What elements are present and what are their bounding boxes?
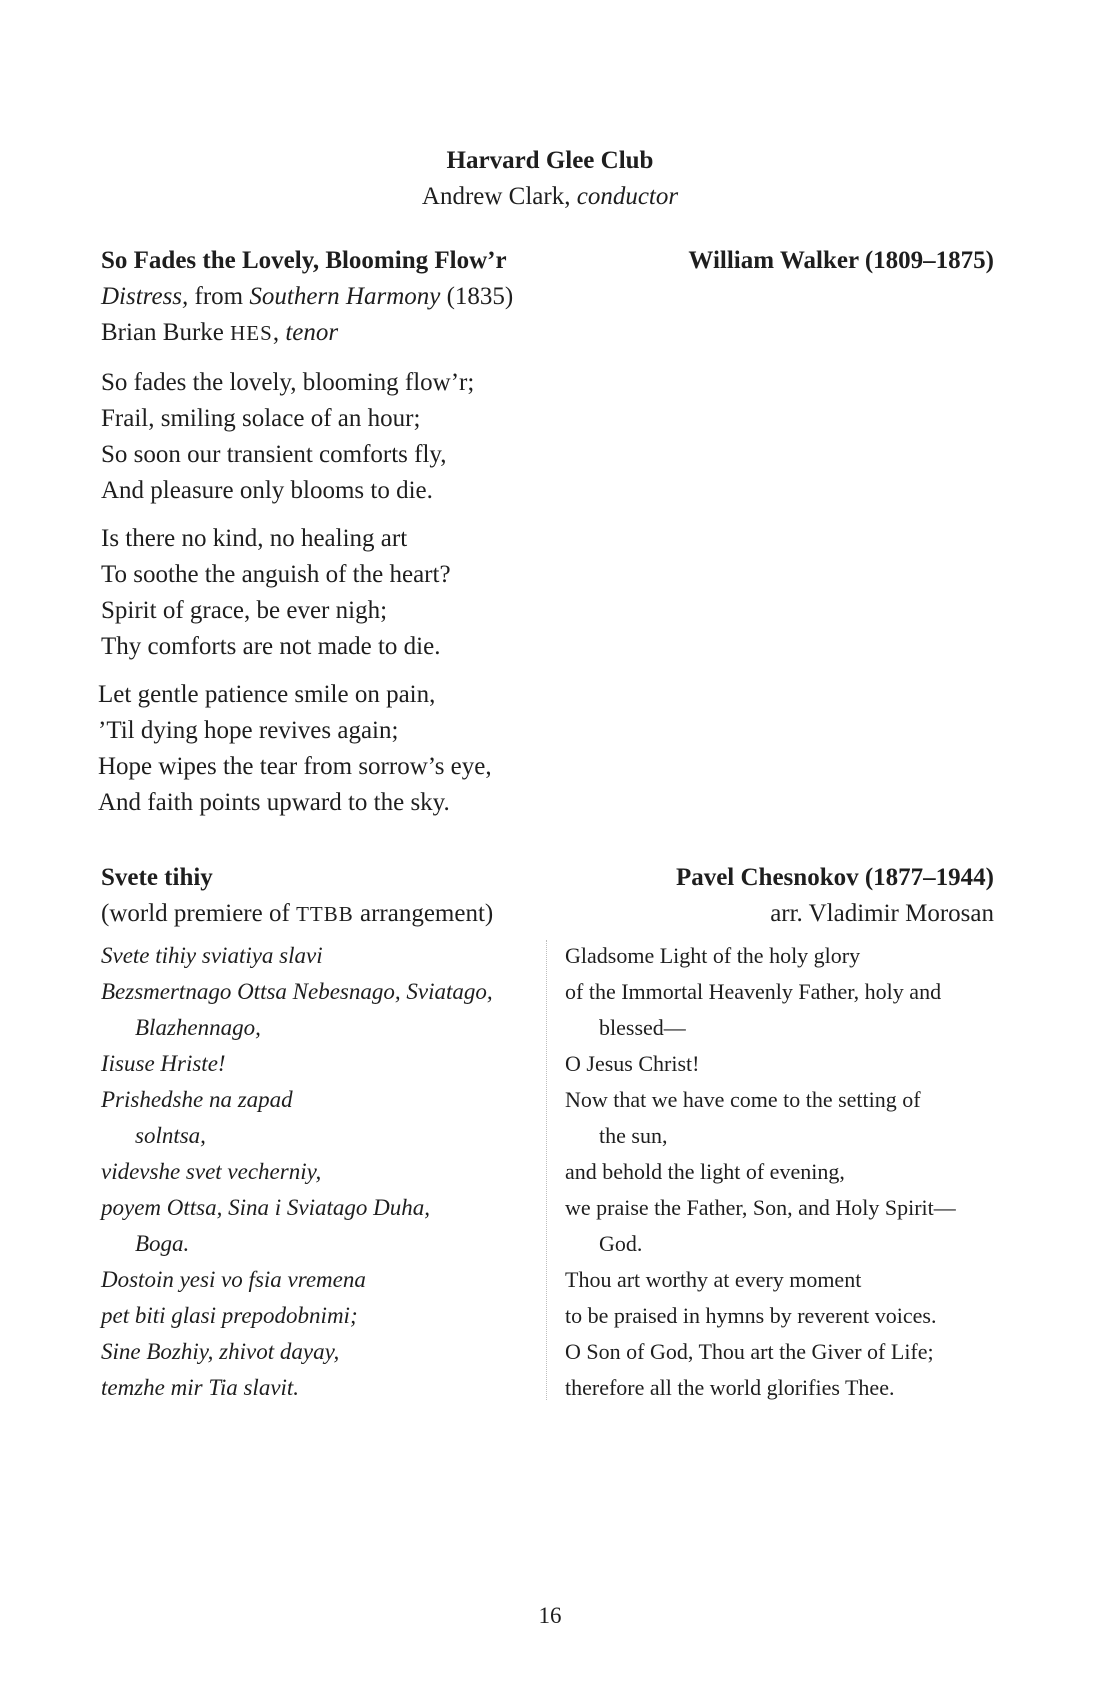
column-divider: [546, 940, 547, 1400]
piece1-title: So Fades the Lovely, Blooming Flow’r: [101, 247, 507, 274]
text-line: Thou art worthy at every moment: [565, 1267, 862, 1292]
text-line: pet biti glasi prepodobnimi;: [101, 1303, 358, 1328]
text-line: Svete tihiy sviatiya slavi: [101, 943, 323, 968]
text-line: blessed—: [599, 1015, 686, 1040]
verse-line: Frail, smiling solace of an hour;: [101, 405, 421, 432]
original-text: [101, 938, 493, 1406]
text-line: Blazhennago,: [135, 1015, 261, 1040]
text-line: Bezsmertnago Ottsa Nebesnago, Sviatago,: [101, 979, 493, 1004]
verse-line: Spirit of grace, be ever nigh;: [101, 597, 388, 624]
text-line: to be praised in hymns by reverent voices.: [565, 1303, 937, 1328]
verse-line: Hope wipes the tear from sorrow’s eye,: [98, 753, 492, 780]
text-line: therefore all the world glorifies Thee.: [565, 1375, 895, 1400]
soloist-degree: HES: [230, 321, 273, 345]
text-line: of the Immortal Heavenly Father, holy and: [565, 979, 942, 1004]
piece2-arranger: arr. Vladimir Morosan: [770, 900, 994, 927]
text-line: Now that we have come to the setting of: [565, 1087, 921, 1112]
note-voicing: TTBB: [296, 902, 354, 926]
page-number: 16: [538, 1603, 562, 1628]
piece1-source: [101, 279, 513, 315]
soloist-role: tenor: [285, 319, 339, 346]
verse-line: Is there no kind, no healing art: [101, 525, 408, 552]
text-line: Prishedshe na zapad: [101, 1087, 293, 1112]
text-line: O Jesus Christ!: [565, 1051, 700, 1076]
text-line: God.: [599, 1231, 643, 1256]
text-line: Gladsome Light of the holy glory: [565, 943, 861, 968]
ensemble-heading: Harvard Glee Club: [446, 147, 654, 174]
source-from: from: [194, 283, 244, 310]
text-line: Sine Bozhiy, zhivot dayay,: [101, 1339, 340, 1364]
soloist-name: Brian Burke: [101, 319, 224, 346]
piece1-soloist: [101, 315, 338, 351]
text-line: Boga.: [135, 1231, 190, 1256]
text-line: O Son of God, Thou art the Giver of Life;: [565, 1339, 934, 1364]
verse-line: So fades the lovely, blooming flow’r;: [101, 369, 475, 396]
piece2-composer: Pavel Chesnokov (1877–1944): [675, 864, 994, 891]
note-close: arrangement): [359, 900, 494, 927]
stanza-2: [101, 521, 451, 665]
text-line: videvshe svet vecherniy,: [101, 1159, 322, 1184]
stanza-1: [101, 365, 474, 509]
text-line: Iisuse Hriste!: [101, 1051, 226, 1076]
text-line: the sun,: [599, 1123, 668, 1148]
source-collection: Southern Harmony: [249, 283, 441, 310]
source-year: (1835): [446, 283, 514, 310]
source-tune: Distress,: [101, 283, 189, 310]
verse-line: And pleasure only blooms to die.: [101, 477, 433, 504]
conductor-role: conductor: [576, 183, 679, 210]
verse-line: Thy comforts are not made to die.: [101, 633, 441, 660]
text-line: poyem Ottsa, Sina i Sviatago Duha,: [101, 1195, 430, 1220]
text-line: and behold the light of evening,: [565, 1159, 845, 1184]
verse-line: And faith points upward to the sky.: [98, 789, 450, 816]
text-line: Dostoin yesi vo fsia vremena: [101, 1267, 366, 1292]
translation-text: [565, 938, 956, 1406]
verse-line: ’Til dying hope revives again;: [98, 717, 399, 744]
piece2-note: [101, 896, 493, 932]
text-line: solntsa,: [135, 1123, 206, 1148]
piece2-title: Svete tihiy: [101, 864, 213, 891]
verse-line: Let gentle patience smile on pain,: [98, 681, 436, 708]
note-open: (world premiere of: [101, 900, 290, 927]
verse-line: To soothe the anguish of the heart?: [101, 561, 451, 588]
text-line: temzhe mir Tia slavit.: [101, 1375, 300, 1400]
conductor-line: [0, 179, 1100, 215]
verse-line: So soon our transient comforts fly,: [101, 441, 447, 468]
stanza-3: [98, 677, 492, 821]
conductor-name: Andrew Clark,: [421, 183, 571, 210]
soloist-comma: ,: [272, 319, 280, 346]
piece1-composer: William Walker (1809–1875): [688, 247, 994, 274]
text-line: we praise the Father, Son, and Holy Spirit—: [565, 1195, 956, 1220]
